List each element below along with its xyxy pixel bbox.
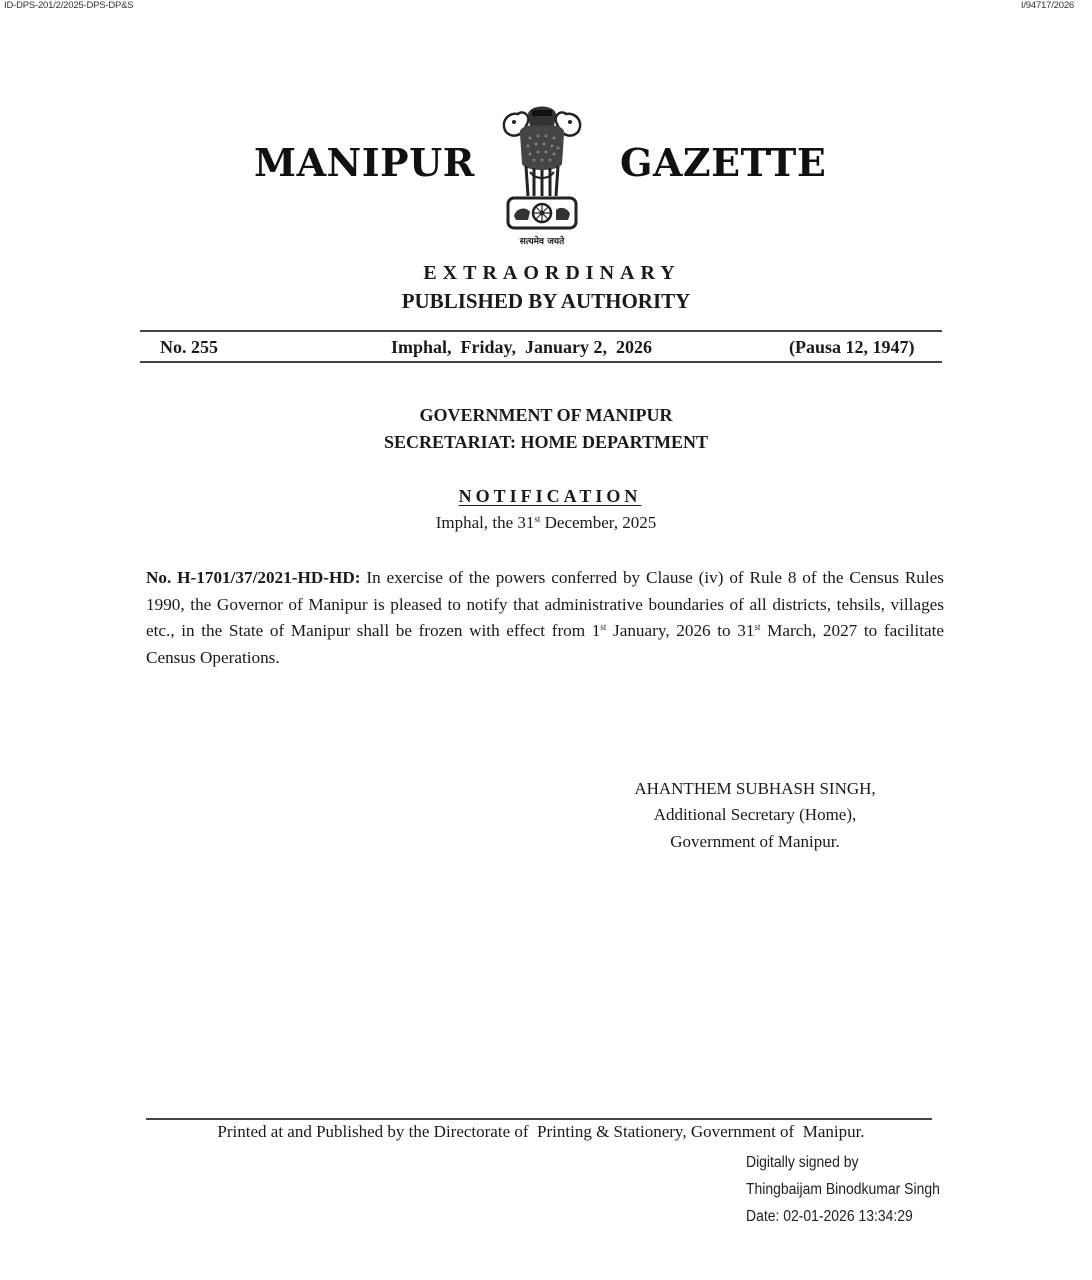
- issue-number: No. 255: [160, 337, 218, 357]
- masthead-gazette: GAZETTE: [620, 140, 827, 185]
- gazette-edition: EXTRAORDINARY: [423, 262, 681, 284]
- issue-place-date: Imphal, Friday, January 2, 2026: [391, 337, 653, 357]
- document-id-right: I/94717/2026: [1020, 0, 1074, 11]
- lion-capital-icon: [492, 100, 592, 252]
- issue-saka-date: (Pausa 12, 1947): [789, 337, 915, 357]
- notification-ref-no: No. H-1701/37/2021-HD-HD:: [146, 568, 361, 587]
- signatory-designation: Additional Secretary (Home),: [653, 805, 857, 824]
- notification-title: NOTIFICATION: [458, 486, 642, 506]
- national-emblem-logo: [492, 100, 592, 252]
- digital-signature-date: Date: 02-01-2026 13:34:29: [746, 1208, 913, 1225]
- published-by-authority: PUBLISHED BY AUTHORITY: [401, 289, 691, 313]
- emblem-motto: सत्यमेव जयते: [519, 237, 565, 247]
- government-heading: GOVERNMENT OF MANIPUR: [419, 405, 673, 425]
- footer-rule: [146, 1118, 932, 1120]
- department-heading: SECRETARIAT: HOME DEPARTMENT: [383, 432, 709, 452]
- document-id-left: ID-DPS-201/2/2025-DPS-DP&S: [4, 0, 134, 11]
- notification-body: No. H-1701/37/2021-HD-HD: In exercise of the powers conferred by Clause (iv) of Rule 8 of the Census Rules 1990, the Governor of Manipur is pleased to notify that administrative boundaries of all districts, tehsils, villages etc., in the State of Manipur shall be frozen with effect from 1st January, 2026 to 31st March, 2027 to facilitate Census Operations.: [146, 568, 944, 667]
- signatory-office: Government of Manipur.: [670, 832, 840, 851]
- digital-signature-signer: Thingbaijam Binodkumar Singh: [746, 1181, 940, 1198]
- digital-signature-label: Digitally signed by: [746, 1154, 859, 1171]
- issue-bottom-rule: [140, 361, 942, 363]
- issue-top-rule: [140, 330, 942, 332]
- notification-date: Imphal, the 31st December, 2025: [435, 513, 657, 532]
- signatory-name: AHANTHEM SUBHASH SINGH,: [634, 779, 876, 798]
- printer-imprint: Printed at and Published by the Directorate of Printing & Stationery, Government of Manipur.: [217, 1122, 865, 1141]
- masthead-manipur: MANIPUR: [254, 140, 475, 185]
